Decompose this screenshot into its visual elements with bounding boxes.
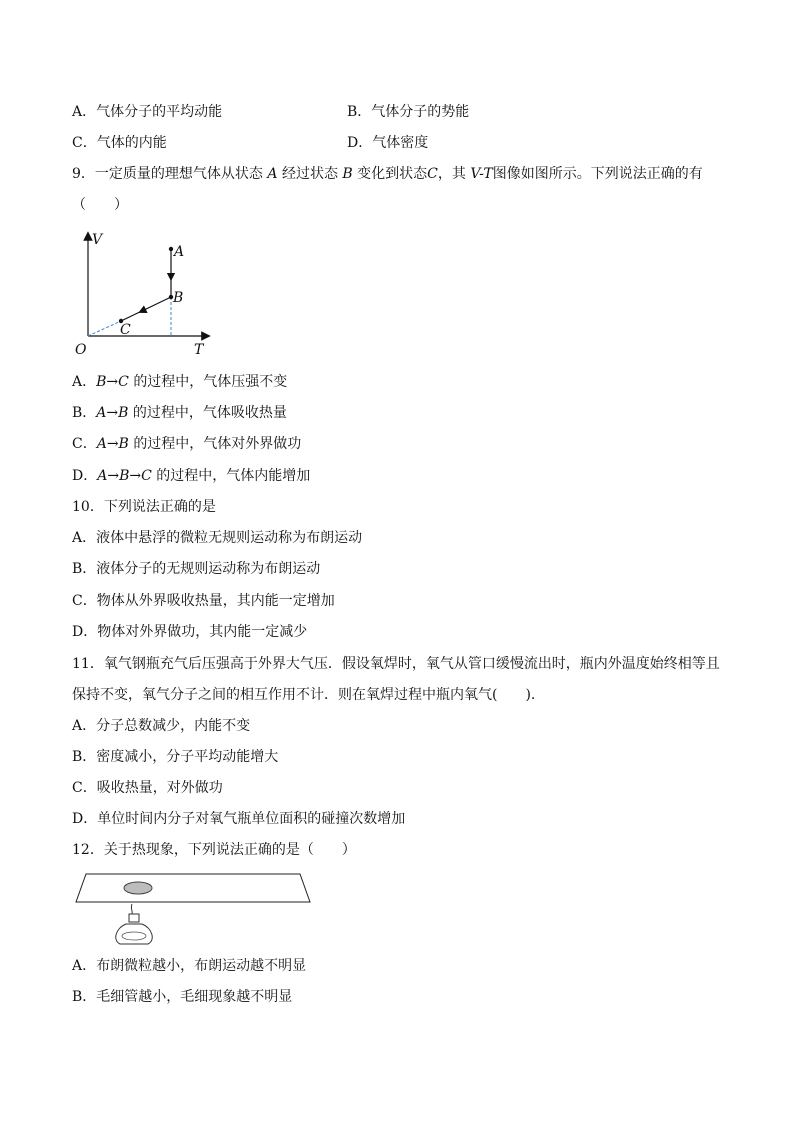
q12-stem: 12．关于热现象，下列说法正确的是（ ） xyxy=(72,842,356,858)
q9-vt: V-T xyxy=(470,166,493,182)
q9-option-d xyxy=(72,466,310,486)
q8-option-a: A．气体分子的平均动能 xyxy=(72,104,223,120)
q9-stem-pre: 9．一定质量的理想气体从状态 xyxy=(72,166,263,182)
point-a xyxy=(169,247,173,251)
q12-option-b: B．毛细管越小，毛细现象越不明显 xyxy=(72,989,293,1005)
q12-option-a: A．布朗微粒越小，布朗运动越不明显 xyxy=(72,958,307,974)
glass-plate xyxy=(76,874,310,902)
q10-option-c: C．物体从外界吸收热量，其内能一定增加 xyxy=(72,593,335,609)
q9-state-b: B xyxy=(342,166,353,182)
q12-figure-capillary-plate xyxy=(72,870,322,950)
path-b-to-c-lower xyxy=(121,309,146,321)
q9-option-b-text: 的过程中，气体吸收热量 xyxy=(132,405,287,421)
alcohol-lamp-icon xyxy=(116,924,153,944)
q11-option-d: D．单位时间内分子对氧气瓶单位面积的碰撞次数增加 xyxy=(72,811,406,827)
q9-option-d-prefix: D． xyxy=(72,468,98,484)
q9-option-b-prefix: B． xyxy=(72,405,97,421)
q9-stem xyxy=(72,164,703,184)
q9-option-d-math: A→B→C xyxy=(97,468,152,484)
q9-vt-graph xyxy=(72,228,222,360)
q9-bracket: （ ） xyxy=(72,197,128,213)
q11-stem-line2: 保持不变，氧气分子之间的相互作用不计．则在氧焊过程中瓶内氧气( ). xyxy=(72,687,536,703)
q9-option-c-text: 的过程中，气体对外界做功 xyxy=(133,436,302,452)
flame-icon xyxy=(131,904,132,914)
q9-option-c-prefix: C． xyxy=(72,436,97,452)
label-b: B xyxy=(173,290,184,306)
q9-stem-mid1: 经过状态 xyxy=(281,166,338,182)
q10-stem: 10．下列说法正确的是 xyxy=(72,499,216,515)
label-c: C xyxy=(120,322,131,338)
q9-option-c-math: A→B xyxy=(96,436,129,452)
label-a: A xyxy=(174,244,185,260)
q9-option-b xyxy=(72,403,287,423)
q11-option-a: A．分子总数减少，内能不变 xyxy=(72,718,251,734)
q8-option-d: D．气体密度 xyxy=(347,135,429,151)
q9-option-d-text: 的过程中，气体内能增加 xyxy=(156,468,311,484)
q11-option-c: C．吸收热量，对外做功 xyxy=(72,780,223,796)
q10-option-a: A．液体中悬浮的微粒无规则运动称为布朗运动 xyxy=(72,530,363,546)
path-b-to-c-upper xyxy=(142,297,171,311)
q8-option-c: C．气体的内能 xyxy=(72,135,167,151)
q9-option-a xyxy=(72,372,287,392)
q9-option-a-text: 的过程中，气体压强不变 xyxy=(133,374,288,390)
q9-stem-mid2: 变化到状态 xyxy=(357,166,428,182)
label-o: O xyxy=(75,342,87,358)
origin-to-c-dashed xyxy=(88,321,121,336)
q10-option-d: D．物体对外界做功，其内能一定减少 xyxy=(72,624,308,640)
q8-option-b: B．气体分子的势能 xyxy=(347,104,470,120)
q9-stem-post: 图像如图所示。下列说法正确的有 xyxy=(492,166,703,182)
q10-option-b: B．液体分子的无规则运动称为布朗运动 xyxy=(72,561,321,577)
lamp-neck xyxy=(129,914,139,922)
q11-stem-line1: 11．氧气钢瓶充气后压强高于外界大气压．假设氧焊时，氧气从管口缓慢流出时，瓶内外温度始终相等且 xyxy=(72,656,720,672)
q9-option-c xyxy=(72,434,301,454)
q9-state-c: C xyxy=(427,166,438,182)
q9-option-a-math: B→C xyxy=(96,374,129,390)
q11-option-b: B．密度减小，分子平均动能增大 xyxy=(72,749,279,765)
label-t: T xyxy=(194,342,204,358)
q9-option-b-math: A→B xyxy=(96,405,129,421)
q9-stem-mid3: ，其 xyxy=(437,166,466,182)
q9-option-a-prefix: A． xyxy=(72,374,97,390)
wax-spot xyxy=(124,882,152,894)
q9-state-a: A xyxy=(267,166,278,182)
label-v: V xyxy=(92,232,103,248)
